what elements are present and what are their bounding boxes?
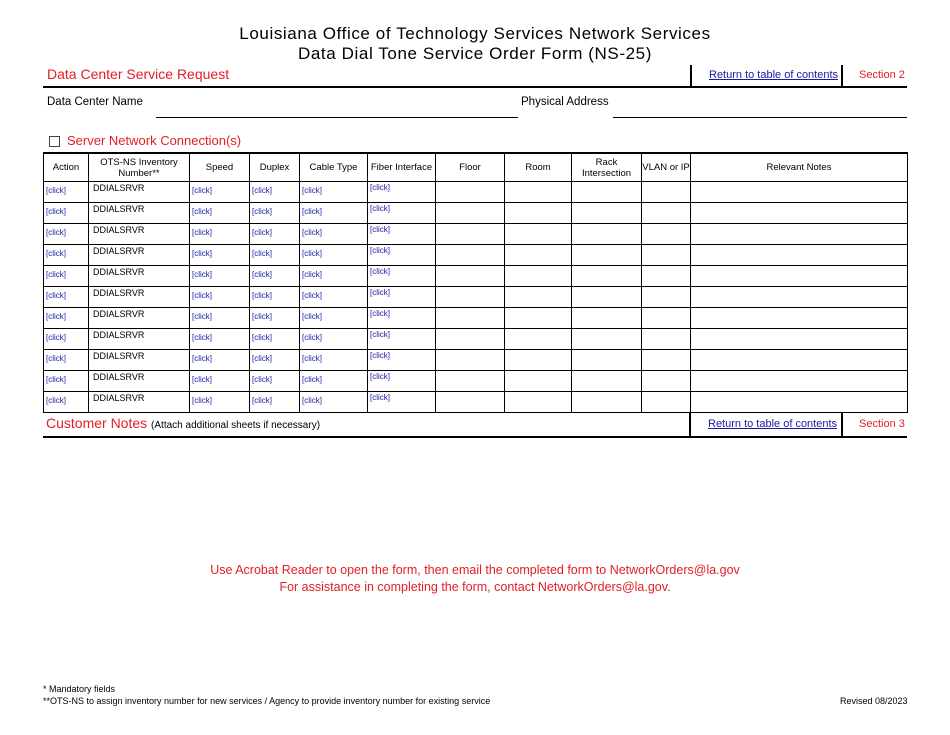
floor-field[interactable] — [436, 203, 505, 224]
action-dropdown[interactable] — [44, 371, 89, 392]
table-row — [44, 224, 908, 245]
click-placeholder[interactable]: [click] — [46, 270, 66, 279]
table-row — [44, 266, 908, 287]
click-placeholder[interactable]: [click] — [302, 207, 322, 216]
click-placeholder[interactable]: [click] — [302, 396, 322, 405]
fiber-interface-dropdown[interactable] — [368, 308, 436, 329]
speed-dropdown[interactable] — [190, 350, 250, 371]
floor-field[interactable] — [436, 245, 505, 266]
duplex-dropdown[interactable] — [250, 308, 300, 329]
rack-field[interactable] — [572, 392, 642, 413]
click-placeholder[interactable]: [click] — [370, 393, 390, 402]
vlan-field[interactable] — [642, 350, 691, 371]
click-placeholder[interactable]: [click] — [370, 351, 390, 360]
inventory-number[interactable]: DDIALSRVR — [89, 308, 190, 329]
vlan-field[interactable] — [642, 287, 691, 308]
instructions-line1: Use Acrobat Reader to open the form, then email the completed form to NetworkOrders@la.gov — [210, 563, 740, 577]
speed-dropdown[interactable] — [190, 392, 250, 413]
click-placeholder[interactable]: [click] — [252, 312, 272, 321]
click-placeholder[interactable]: [click] — [252, 249, 272, 258]
cable-type-dropdown[interactable] — [300, 371, 368, 392]
table-row — [44, 203, 908, 224]
col-rack: Rack Intersection — [572, 153, 642, 182]
click-placeholder[interactable]: [click] — [252, 207, 272, 216]
speed-dropdown[interactable] — [190, 245, 250, 266]
click-placeholder[interactable]: [click] — [370, 183, 390, 192]
action-dropdown[interactable] — [44, 329, 89, 350]
action-dropdown[interactable] — [44, 245, 89, 266]
floor-field[interactable] — [436, 266, 505, 287]
duplex-dropdown[interactable] — [250, 245, 300, 266]
notes-field[interactable] — [691, 203, 908, 224]
duplex-dropdown[interactable] — [250, 224, 300, 245]
rack-field[interactable] — [572, 224, 642, 245]
fiber-interface-dropdown[interactable] — [368, 371, 436, 392]
click-placeholder[interactable]: [click] — [192, 354, 212, 363]
click-placeholder[interactable]: [click] — [370, 267, 390, 276]
section2-divider-right — [841, 65, 843, 87]
fiber-interface-dropdown[interactable] — [368, 266, 436, 287]
action-dropdown[interactable] — [44, 308, 89, 329]
floor-field[interactable] — [436, 308, 505, 329]
col-floor: Floor — [436, 153, 505, 182]
click-placeholder[interactable]: [click] — [192, 249, 212, 258]
cable-type-dropdown[interactable] — [300, 308, 368, 329]
inventory-number[interactable]: DDIALSRVR — [89, 350, 190, 371]
rack-field[interactable] — [572, 203, 642, 224]
rack-field[interactable] — [572, 287, 642, 308]
click-placeholder[interactable]: [click] — [46, 228, 66, 237]
table-row — [44, 308, 908, 329]
floor-field[interactable] — [436, 392, 505, 413]
duplex-dropdown[interactable] — [250, 266, 300, 287]
rack-field[interactable] — [572, 245, 642, 266]
fiber-interface-dropdown[interactable] — [368, 350, 436, 371]
click-placeholder[interactable]: [click] — [302, 354, 322, 363]
click-placeholder[interactable]: [click] — [46, 312, 66, 321]
notes-field[interactable] — [691, 329, 908, 350]
cable-type-dropdown[interactable] — [300, 287, 368, 308]
inventory-note: **OTS-NS to assign inventory number for new services / Agency to provide inventory number for existing service — [43, 696, 491, 706]
cable-type-dropdown[interactable] — [300, 203, 368, 224]
cable-type-dropdown[interactable] — [300, 266, 368, 287]
click-placeholder[interactable]: [click] — [252, 354, 272, 363]
click-placeholder[interactable]: [click] — [370, 372, 390, 381]
speed-dropdown[interactable] — [190, 203, 250, 224]
inventory-number[interactable]: DDIALSRVR — [89, 182, 190, 203]
notes-field[interactable] — [691, 266, 908, 287]
notes-field[interactable] — [691, 182, 908, 203]
table-row — [44, 245, 908, 266]
floor-field[interactable] — [436, 224, 505, 245]
col-vlan: VLAN or IP — [642, 153, 691, 182]
cable-type-dropdown[interactable] — [300, 182, 368, 203]
speed-dropdown[interactable] — [190, 308, 250, 329]
room-field[interactable] — [505, 329, 572, 350]
notes-field[interactable] — [691, 224, 908, 245]
click-placeholder[interactable]: [click] — [192, 270, 212, 279]
col-notes: Relevant Notes — [691, 153, 908, 182]
section3-toc-link[interactable]: Return to table of contents — [708, 418, 838, 430]
duplex-dropdown[interactable] — [250, 371, 300, 392]
click-placeholder[interactable]: [click] — [302, 291, 322, 300]
table-header-row — [44, 153, 908, 182]
click-placeholder[interactable]: [click] — [252, 270, 272, 279]
click-placeholder[interactable]: [click] — [370, 288, 390, 297]
col-speed: Speed — [190, 153, 250, 182]
server-network-checkbox[interactable] — [49, 136, 60, 147]
room-field[interactable] — [505, 308, 572, 329]
click-placeholder[interactable]: [click] — [192, 375, 212, 384]
physical-address-input[interactable] — [613, 117, 907, 118]
inventory-number[interactable]: DDIALSRVR — [89, 392, 190, 413]
cable-type-dropdown[interactable] — [300, 350, 368, 371]
duplex-dropdown[interactable] — [250, 287, 300, 308]
col-cable-type: Cable Type — [300, 153, 368, 182]
click-placeholder[interactable]: [click] — [302, 312, 322, 321]
cable-type-dropdown[interactable] — [300, 392, 368, 413]
click-placeholder[interactable]: [click] — [370, 204, 390, 213]
click-placeholder[interactable]: [click] — [370, 309, 390, 318]
click-placeholder[interactable]: [click] — [252, 186, 272, 195]
floor-field[interactable] — [436, 182, 505, 203]
notes-field[interactable] — [691, 287, 908, 308]
section3-divider-right — [841, 412, 843, 437]
click-placeholder[interactable]: [click] — [370, 225, 390, 234]
table-row — [44, 287, 908, 308]
inventory-number[interactable]: DDIALSRVR — [89, 266, 190, 287]
vlan-field[interactable] — [642, 245, 691, 266]
click-placeholder[interactable]: [click] — [46, 333, 66, 342]
rack-field[interactable] — [572, 182, 642, 203]
click-placeholder[interactable]: [click] — [252, 291, 272, 300]
customer-notes-area[interactable] — [43, 440, 907, 550]
form-title-line2: Data Dial Tone Service Order Form (NS-25) — [298, 44, 652, 63]
click-placeholder[interactable]: [click] — [302, 333, 322, 342]
duplex-dropdown[interactable] — [250, 182, 300, 203]
speed-dropdown[interactable] — [190, 182, 250, 203]
room-field[interactable] — [505, 203, 572, 224]
section2-divider-left — [690, 65, 692, 87]
click-placeholder[interactable]: [click] — [302, 186, 322, 195]
room-field[interactable] — [505, 224, 572, 245]
fiber-interface-dropdown[interactable] — [368, 287, 436, 308]
data-center-name-input[interactable] — [156, 117, 518, 118]
section2-heading: Data Center Service Request — [47, 66, 230, 82]
click-placeholder[interactable]: [click] — [192, 312, 212, 321]
rack-field[interactable] — [572, 329, 642, 350]
floor-field[interactable] — [436, 371, 505, 392]
inventory-number[interactable]: DDIALSRVR — [89, 371, 190, 392]
cable-type-dropdown[interactable] — [300, 224, 368, 245]
table-row — [44, 371, 908, 392]
inventory-number[interactable]: DDIALSRVR — [89, 245, 190, 266]
table-row — [44, 329, 908, 350]
action-dropdown[interactable] — [44, 203, 89, 224]
cable-type-dropdown[interactable] — [300, 329, 368, 350]
room-field[interactable] — [505, 287, 572, 308]
click-placeholder[interactable]: [click] — [46, 186, 66, 195]
server-network-label: Server Network Connection(s) — [67, 133, 242, 148]
rack-field[interactable] — [572, 266, 642, 287]
action-dropdown[interactable] — [44, 182, 89, 203]
speed-dropdown[interactable] — [190, 287, 250, 308]
inventory-number[interactable]: DDIALSRVR — [89, 203, 190, 224]
fiber-interface-dropdown[interactable] — [368, 392, 436, 413]
room-field[interactable] — [505, 245, 572, 266]
room-field[interactable] — [505, 392, 572, 413]
click-placeholder[interactable]: [click] — [46, 354, 66, 363]
notes-field[interactable] — [691, 371, 908, 392]
fiber-interface-dropdown[interactable] — [368, 182, 436, 203]
action-dropdown[interactable] — [44, 392, 89, 413]
section2-rule — [43, 86, 907, 88]
duplex-dropdown[interactable] — [250, 203, 300, 224]
speed-dropdown[interactable] — [190, 266, 250, 287]
click-placeholder[interactable]: [click] — [46, 375, 66, 384]
inventory-number[interactable]: DDIALSRVR — [89, 224, 190, 245]
rack-field[interactable] — [572, 371, 642, 392]
col-fiber-interface: Fiber Interface — [368, 153, 436, 182]
physical-address-label: Physical Address — [521, 96, 609, 108]
data-center-name-label: Data Center Name — [47, 96, 143, 108]
duplex-dropdown[interactable] — [250, 329, 300, 350]
duplex-dropdown[interactable] — [250, 350, 300, 371]
speed-dropdown[interactable] — [190, 329, 250, 350]
table-row — [44, 392, 908, 413]
floor-field[interactable] — [436, 350, 505, 371]
inventory-number[interactable]: DDIALSRVR — [89, 329, 190, 350]
fiber-interface-dropdown[interactable] — [368, 203, 436, 224]
section3-divider-left — [689, 412, 691, 437]
mandatory-note: * Mandatory fields — [43, 684, 116, 694]
click-placeholder[interactable]: [click] — [302, 249, 322, 258]
room-field[interactable] — [505, 371, 572, 392]
col-inventory: OTS-NS Inventory Number** — [89, 153, 190, 182]
server-network-table — [43, 152, 908, 413]
rack-field[interactable] — [572, 350, 642, 371]
notes-field[interactable] — [691, 350, 908, 371]
click-placeholder[interactable]: [click] — [252, 333, 272, 342]
duplex-dropdown[interactable] — [250, 392, 300, 413]
click-placeholder[interactable]: [click] — [192, 228, 212, 237]
vlan-field[interactable] — [642, 329, 691, 350]
floor-field[interactable] — [436, 287, 505, 308]
action-dropdown[interactable] — [44, 287, 89, 308]
floor-field[interactable] — [436, 329, 505, 350]
notes-field[interactable] — [691, 308, 908, 329]
vlan-field[interactable] — [642, 182, 691, 203]
instructions-line2: For assistance in completing the form, contact NetworkOrders@la.gov. — [279, 580, 671, 594]
fiber-interface-dropdown[interactable] — [368, 329, 436, 350]
cable-type-dropdown[interactable] — [300, 245, 368, 266]
vlan-field[interactable] — [642, 308, 691, 329]
click-placeholder[interactable]: [click] — [192, 396, 212, 405]
room-field[interactable] — [505, 182, 572, 203]
click-placeholder[interactable]: [click] — [46, 249, 66, 258]
click-placeholder[interactable]: [click] — [192, 291, 212, 300]
col-duplex: Duplex — [250, 153, 300, 182]
click-placeholder[interactable]: [click] — [46, 291, 66, 300]
section2-label: Section 2 — [859, 69, 905, 81]
fiber-interface-dropdown[interactable] — [368, 224, 436, 245]
vlan-field[interactable] — [642, 224, 691, 245]
click-placeholder[interactable]: [click] — [192, 207, 212, 216]
col-action: Action — [44, 153, 89, 182]
click-placeholder[interactable]: [click] — [252, 228, 272, 237]
form-title-line1: Louisiana Office of Technology Services Network Services — [239, 24, 711, 43]
vlan-field[interactable] — [642, 392, 691, 413]
click-placeholder[interactable]: [click] — [46, 396, 66, 405]
revised-date: Revised 08/2023 — [840, 696, 908, 706]
click-placeholder[interactable]: [click] — [302, 375, 322, 384]
action-dropdown[interactable] — [44, 266, 89, 287]
speed-dropdown[interactable] — [190, 371, 250, 392]
click-placeholder[interactable]: [click] — [370, 330, 390, 339]
room-field[interactable] — [505, 350, 572, 371]
section3-heading-wrap — [46, 415, 320, 431]
click-placeholder[interactable]: [click] — [370, 246, 390, 255]
inventory-number[interactable]: DDIALSRVR — [89, 287, 190, 308]
table-row — [44, 350, 908, 371]
action-dropdown[interactable] — [44, 224, 89, 245]
click-placeholder[interactable]: [click] — [252, 375, 272, 384]
click-placeholder[interactable]: [click] — [302, 270, 322, 279]
section3-heading: Customer Notes — [46, 415, 148, 431]
section3-label: Section 3 — [859, 418, 905, 430]
section2-toc-link[interactable]: Return to table of contents — [709, 69, 839, 81]
vlan-field[interactable] — [642, 371, 691, 392]
table-row — [44, 182, 908, 203]
fiber-interface-dropdown[interactable] — [368, 245, 436, 266]
room-field[interactable] — [505, 266, 572, 287]
vlan-field[interactable] — [642, 266, 691, 287]
speed-dropdown[interactable] — [190, 224, 250, 245]
action-dropdown[interactable] — [44, 350, 89, 371]
click-placeholder[interactable]: [click] — [192, 186, 212, 195]
section3-heading-note: (Attach additional sheets if necessary) — [151, 420, 321, 431]
section3-rule — [43, 436, 907, 438]
click-placeholder[interactable]: [click] — [302, 228, 322, 237]
click-placeholder[interactable]: [click] — [192, 333, 212, 342]
vlan-field[interactable] — [642, 203, 691, 224]
click-placeholder[interactable]: [click] — [252, 396, 272, 405]
notes-field[interactable] — [691, 392, 908, 413]
col-room: Room — [505, 153, 572, 182]
click-placeholder[interactable]: [click] — [46, 207, 66, 216]
rack-field[interactable] — [572, 308, 642, 329]
notes-field[interactable] — [691, 245, 908, 266]
